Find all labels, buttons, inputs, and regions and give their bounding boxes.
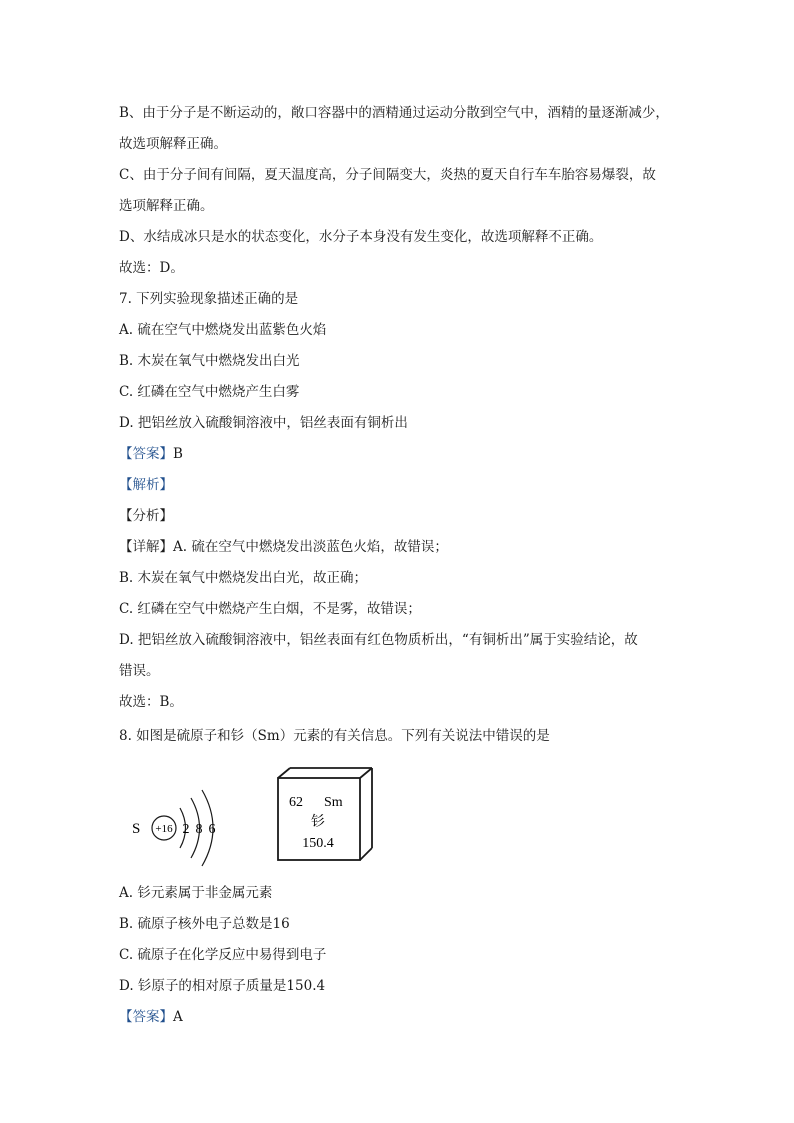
q7-question: 7. 下列实验现象描述正确的是 <box>119 291 299 307</box>
q8-option-b: B. 硫原子核外电子总数是16 <box>119 916 290 932</box>
q7-conclusion: 故选：B。 <box>119 694 183 710</box>
element-symbol: Sm <box>324 795 343 810</box>
q7-option-d: D. 把铝丝放入硫酸铜溶液中，铝丝表面有铜析出 <box>119 415 408 431</box>
element-card-sm <box>274 766 374 864</box>
atom-symbol: S <box>132 821 141 837</box>
q7-detail-b: B. 木炭在氧气中燃烧发出白光，故正确； <box>119 570 368 586</box>
shell-3-count: 6 <box>208 822 216 837</box>
q7-option-b: B. 木炭在氧气中燃烧发出白光 <box>119 353 300 369</box>
explanation-line-d: D、水结成冰只是水的状态变化，水分子本身没有发生变化，故选项解释不正确。 <box>119 229 603 245</box>
q7-analysis-heading <box>119 476 173 494</box>
q6-conclusion: 故选：D。 <box>119 260 184 276</box>
analysis-tag: 【解析】 <box>119 477 173 493</box>
element-name: 钐 <box>311 814 325 830</box>
q7-option-c: C. 红磷在空气中燃烧产生白雾 <box>119 384 300 400</box>
atomic-number: 62 <box>289 795 303 810</box>
detail-tag: 【详解】 <box>119 539 173 555</box>
q8-option-c: C. 硫原子在化学反应中易得到电子 <box>119 947 327 963</box>
explanation-line-c-cont: 选项解释正确。 <box>119 198 214 214</box>
q7-detail-a <box>119 538 448 556</box>
shell-2-count: 8 <box>195 822 203 837</box>
q8-option-a: A. 钐元素属于非金属元素 <box>119 885 273 901</box>
q8-option-d: D. 钐原子的相对原子质量是150.4 <box>119 978 326 994</box>
answer-value: B <box>173 446 183 462</box>
answer-tag: 【答案】 <box>119 446 173 462</box>
explanation-line-c: C、由于分子间有间隔，夏天温度高，分子间隔变大，炎热的夏天自行车车胎容易爆裂，故 <box>119 167 656 183</box>
nucleus-charge: +16 <box>155 823 173 835</box>
explanation-line-b-cont: 故选项解释正确。 <box>119 136 227 152</box>
q7-answer <box>119 445 183 463</box>
detail-a-text: A. 硫在空气中燃烧发出淡蓝色火焰，故错误； <box>173 539 448 555</box>
q7-detail-d-cont: 错误。 <box>119 663 160 679</box>
atomic-mass: 150.4 <box>302 836 334 851</box>
shell-1-count: 2 <box>182 822 190 837</box>
q7-fenxi-heading: 【分析】 <box>119 508 173 524</box>
answer-value: A <box>173 1009 183 1025</box>
q8-question: 8. 如图是硫原子和钐（Sm）元素的有关信息。下列有关说法中错误的是 <box>119 728 550 744</box>
explanation-line-b: B、由于分子是不断运动的，敞口容器中的酒精通过运动分散到空气中，酒精的量逐渐减少， <box>119 105 669 121</box>
q7-detail-d: D. 把铝丝放入硫酸铜溶液中，铝丝表面有红色物质析出，“有铜析出”属于实验结论，故 <box>119 632 638 648</box>
q8-answer <box>119 1008 183 1026</box>
q7-detail-c: C. 红磷在空气中燃烧产生白烟，不是雾，故错误； <box>119 601 421 617</box>
q7-option-a: A. 硫在空气中燃烧发出蓝紫色火焰 <box>119 322 327 338</box>
sulfur-atom-diagram <box>128 775 238 870</box>
answer-tag: 【答案】 <box>119 1009 173 1025</box>
